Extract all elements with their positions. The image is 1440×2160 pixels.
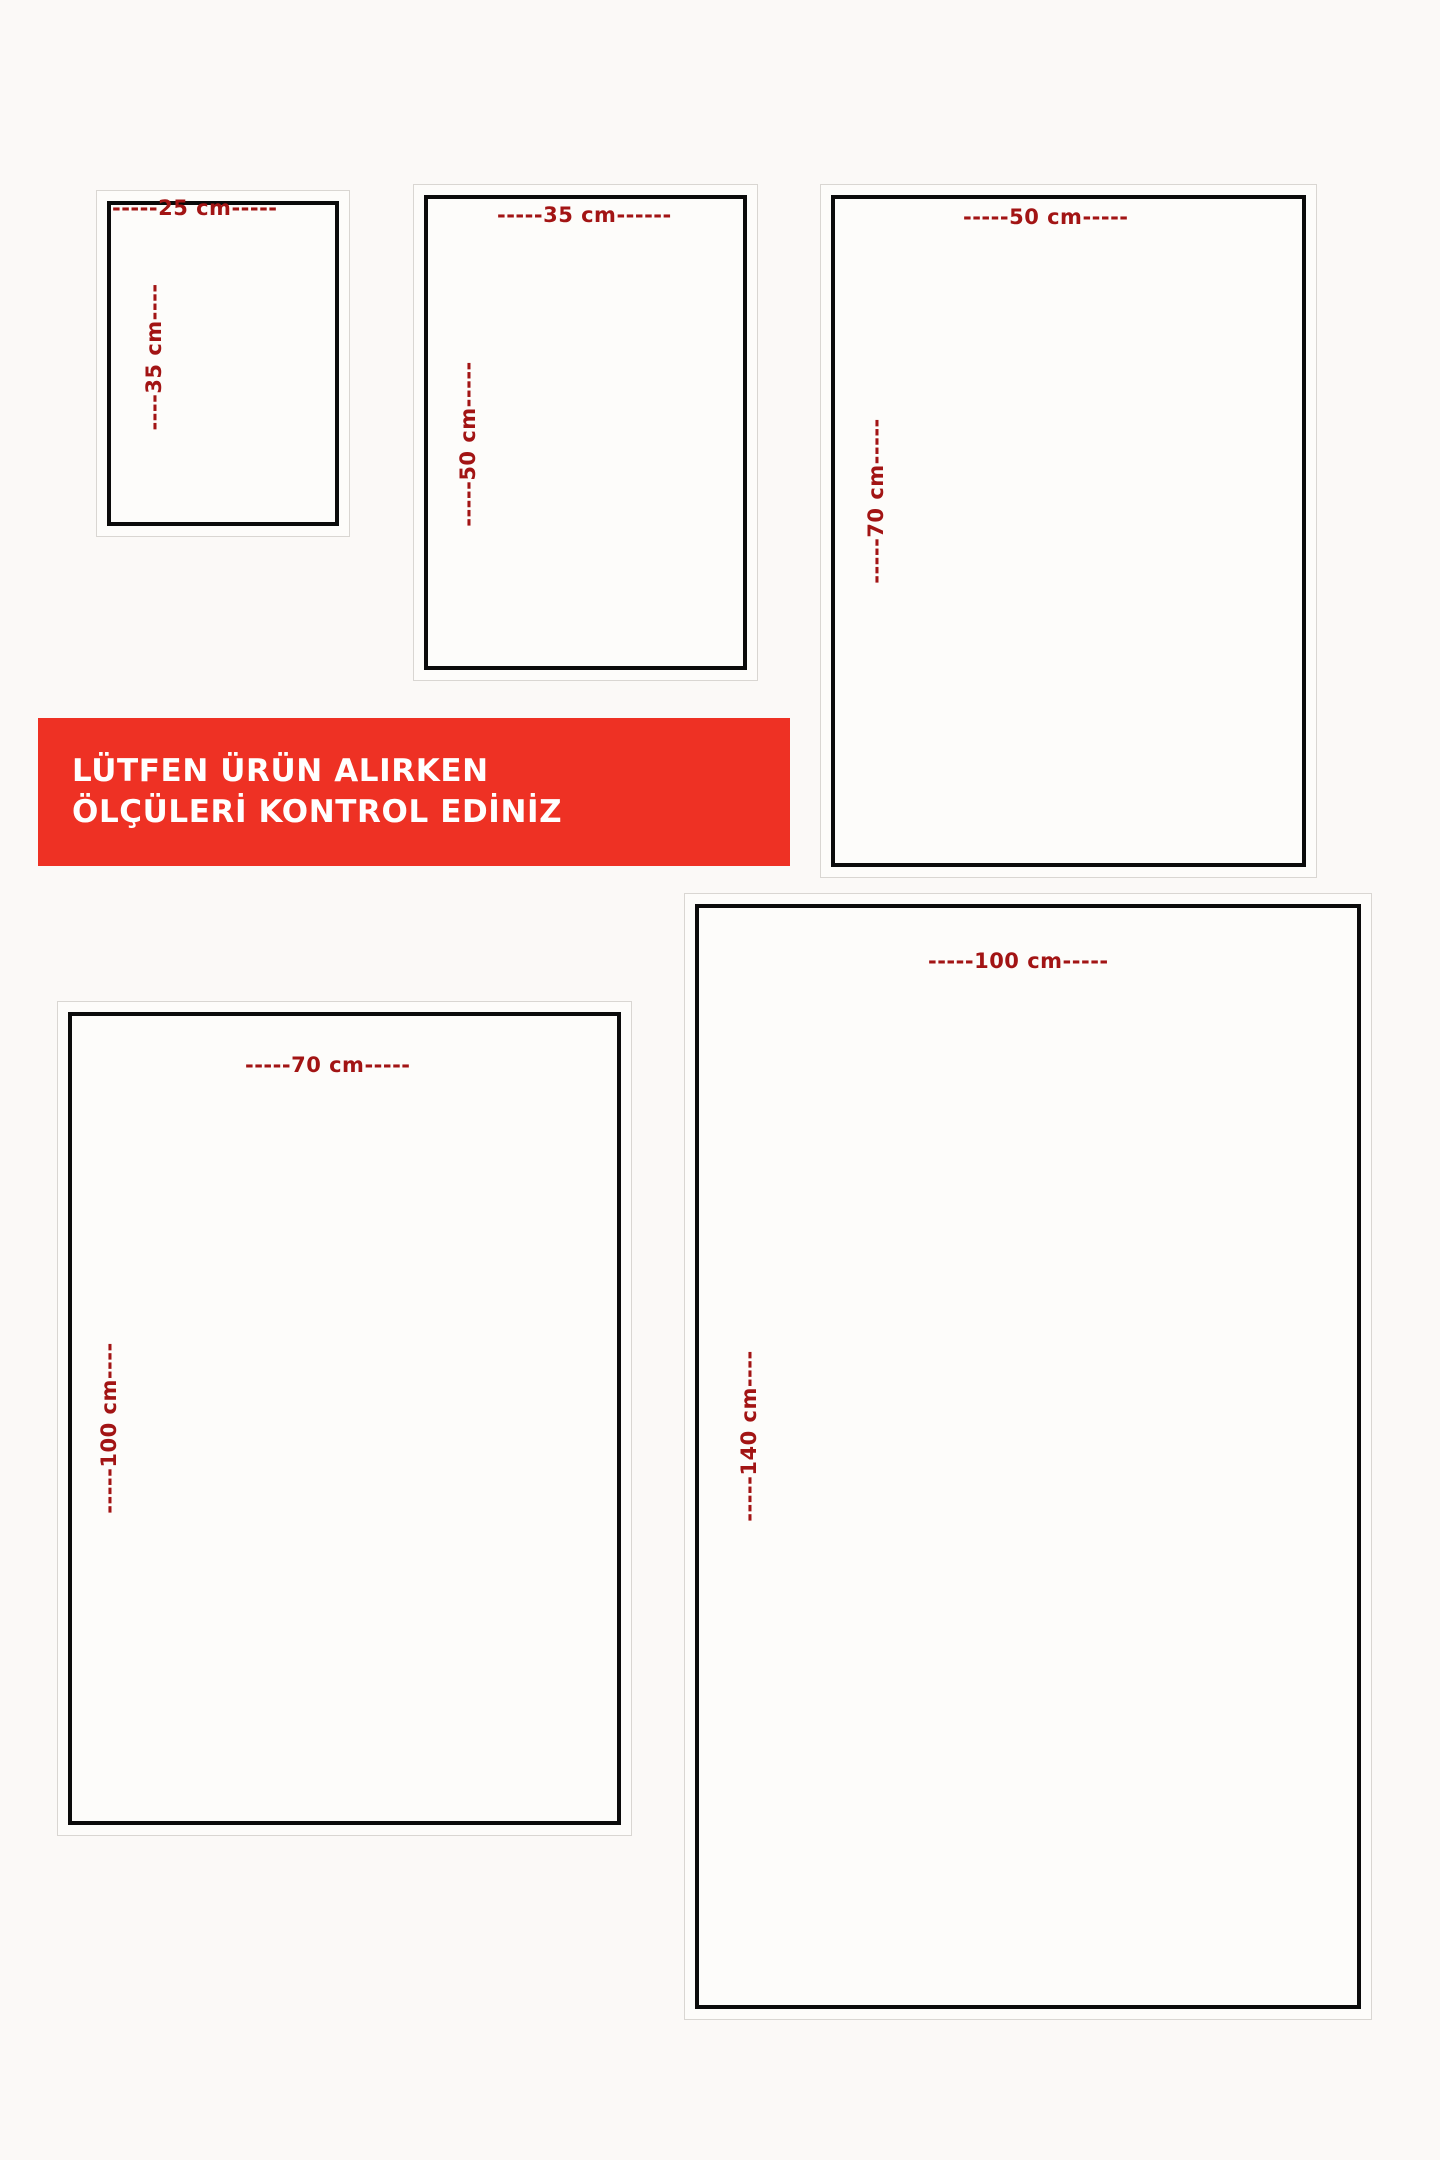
size-frame-70x100: [57, 1001, 632, 1836]
width-label-70x100: -----70 cm-----: [245, 1053, 411, 1077]
height-label-100x140: -----140 cm----: [737, 1350, 761, 1522]
warning-line-1: LÜTFEN ÜRÜN ALIRKEN: [72, 752, 489, 789]
size-frame-100x140: [684, 893, 1372, 2020]
warning-line-2: ÖLÇÜLERİ KONTROL EDİNİZ: [72, 794, 563, 830]
height-label-25x35: ----35 cm----: [142, 283, 166, 431]
width-label-50x70: -----50 cm-----: [963, 205, 1129, 229]
size-frame-50x70: [820, 184, 1317, 878]
size-frame-inner: [695, 904, 1361, 2009]
height-label-70x100: -----100 cm----: [97, 1342, 121, 1514]
width-label-25x35: -----25 cm-----: [112, 196, 278, 220]
size-frame-25x35: [96, 190, 350, 537]
height-label-50x70: -----70 cm-----: [864, 418, 888, 584]
width-label-35x50: -----35 cm------: [497, 203, 672, 227]
width-label-100x140: -----100 cm-----: [928, 949, 1109, 973]
size-frame-inner: [831, 195, 1306, 867]
warning-banner: [38, 718, 790, 866]
height-label-35x50: -----50 cm-----: [456, 361, 480, 527]
size-frame-inner: [68, 1012, 621, 1825]
